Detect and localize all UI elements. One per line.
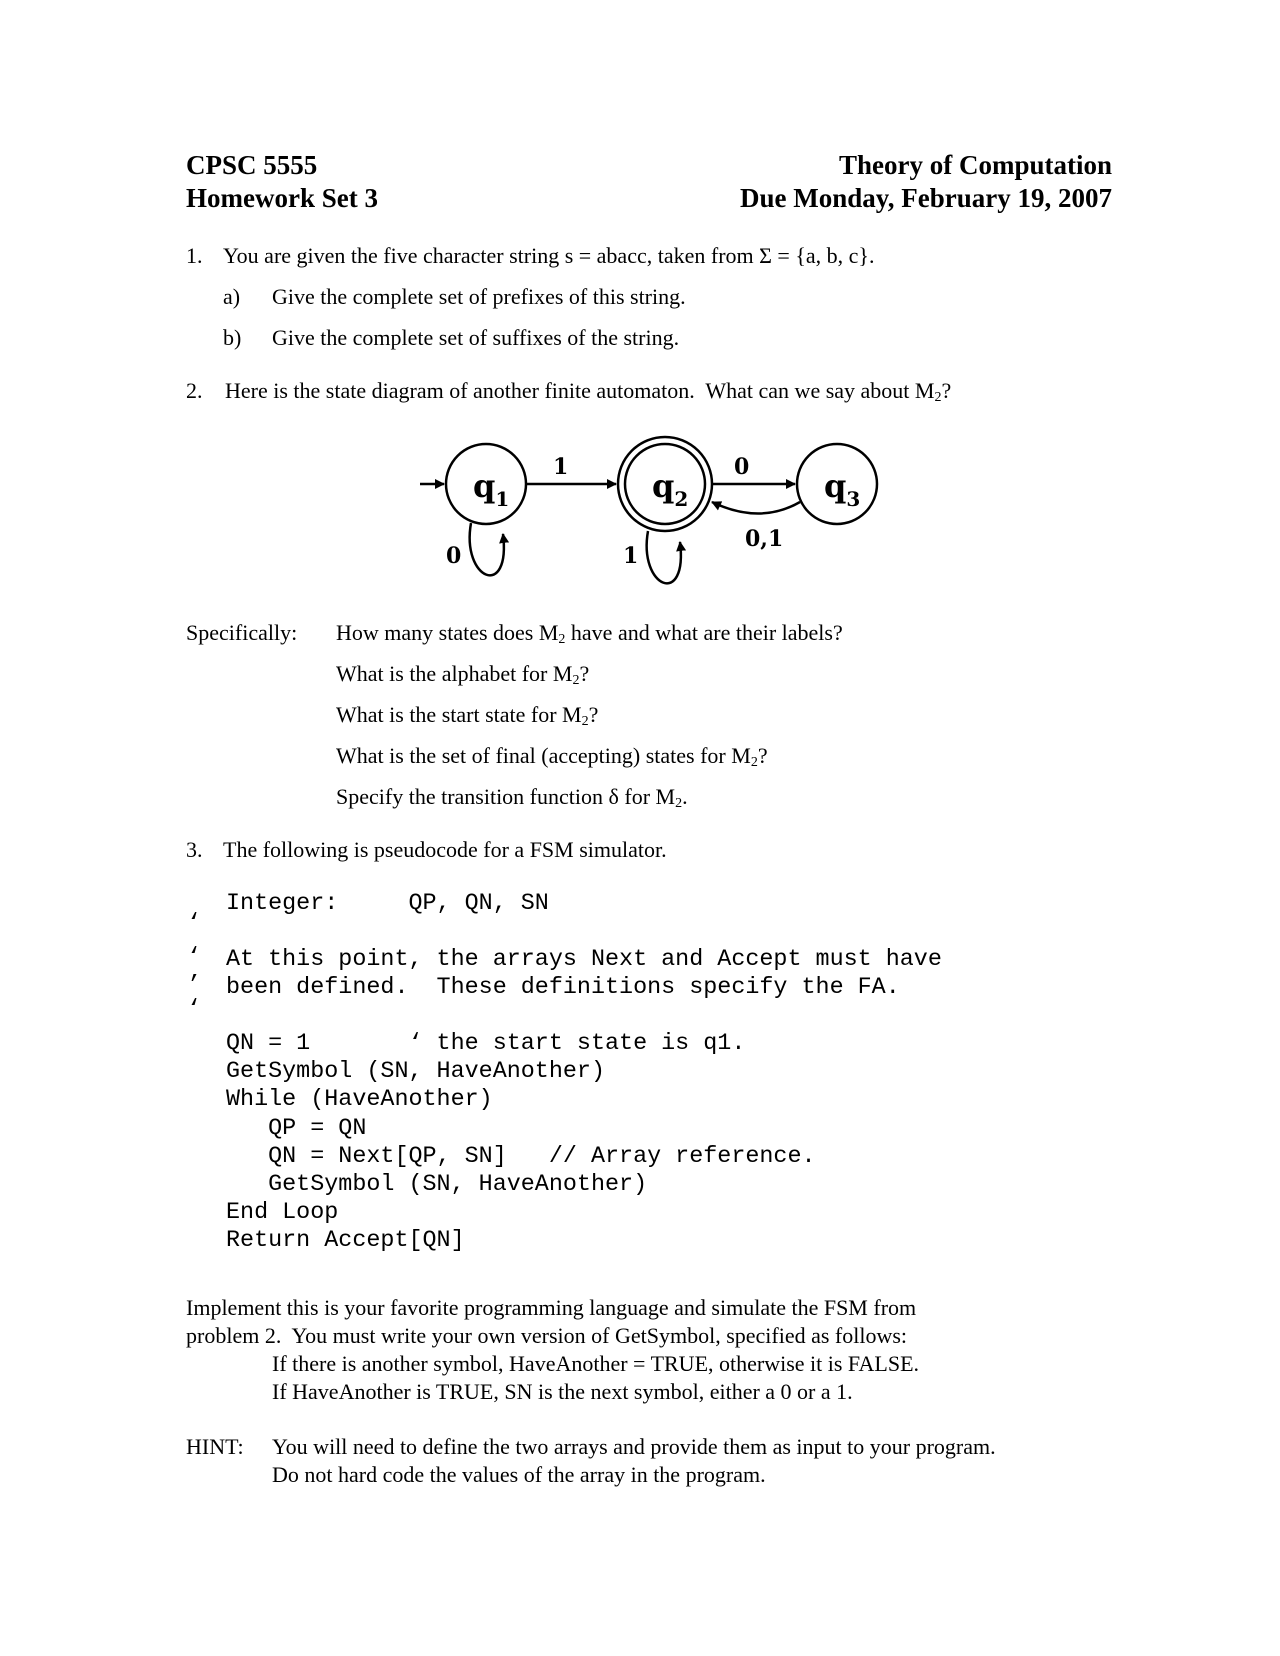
- loop-q2: [647, 531, 681, 583]
- comment-mark-1: ‘: [187, 911, 202, 937]
- q2-question-alphabet: What is the alphabet for $M_2$?: [336, 661, 590, 688]
- comment-mark-3: ’: [187, 973, 202, 999]
- hint-label: HINT:: [186, 1434, 244, 1459]
- q1b-label: b): [223, 325, 242, 350]
- q2-question-start: What is the start state for $M_2$?: [336, 702, 599, 729]
- impl-line-2: problem 2. You must write your own version of GetSymbol, specified as follows:: [186, 1323, 908, 1348]
- label-q3-q2: 0,1: [745, 526, 784, 552]
- q2-question-states: How many states does $M_2$ have and what are their labels?: [336, 620, 843, 647]
- impl-line-4: If HaveAnother is TRUE, SN is the next symbol, either a 0 or a 1.: [272, 1379, 853, 1404]
- q1b-text: Give the complete set of suffixes of the string.: [272, 325, 680, 350]
- q1-number: 1.: [186, 243, 203, 268]
- q1-text: You are given the five character string s = abacc, taken from Σ = {a, b, c}.: [223, 243, 875, 268]
- q2-question-delta: Specify the transition function δ for $M_2$.: [336, 784, 688, 811]
- q3-text: The following is pseudocode for a FSM simulator.: [223, 837, 667, 862]
- course-subject: Theory of Computation: [838, 150, 1112, 180]
- comment-mark-4: ‘: [187, 997, 202, 1023]
- impl-line-1: Implement this is your favorite programming language and simulate the FSM from: [186, 1295, 917, 1320]
- label-loop-q2: 1: [623, 543, 639, 569]
- state-q1-label: $q_1$: [473, 467, 510, 511]
- q1a-label: a): [223, 284, 241, 309]
- due-date: Due Monday, February 19, 2007: [739, 183, 1112, 213]
- loop-q1: [470, 523, 504, 575]
- q2-text: Here is the state diagram of another finite automaton. What can we say about $M_2$?: [225, 378, 952, 405]
- course-number: CPSC 5555: [186, 150, 318, 180]
- state-q3-label: $q_3$: [824, 467, 861, 511]
- code-main: QN = 1 ‘ the start state is q1. GetSymbol (SN, HaveAnother) While (HaveAnother) QP = QN QN = Next[QP, SN] // Array reference. GetSymbol (SN, HaveAnother) End Loop Return Accept[QN]: [226, 1031, 816, 1255]
- label-loop-q1: 0: [446, 543, 462, 569]
- code-declaration: Integer: QP, QN, SN: [226, 891, 549, 917]
- q2-number: 2.: [186, 378, 203, 403]
- q2-question-final: What is the set of final (accepting) states for $M_2$?: [336, 743, 768, 770]
- code-comment: At this point, the arrays Next and Accept must have been defined. These definitions specify the FA.: [226, 947, 942, 1002]
- q1a-text: Give the complete set of prefixes of this string.: [272, 284, 686, 309]
- transition-q3-q2: [712, 502, 800, 514]
- specifically-label: Specifically:: [186, 620, 298, 645]
- hint-line-1: You will need to define the two arrays and provide them as input to your program.: [272, 1434, 996, 1459]
- label-q1-q2: 1: [553, 454, 569, 480]
- state-q2-label: $q_2$: [652, 467, 689, 511]
- q3-number: 3.: [186, 837, 203, 862]
- impl-line-3: If there is another symbol, HaveAnother = TRUE, otherwise it is FALSE.: [272, 1351, 920, 1376]
- state-diagram: [0, 0, 1280, 640]
- comment-mark-2: ‘: [187, 945, 202, 971]
- hint-line-2: Do not hard code the values of the array in the program.: [272, 1462, 766, 1487]
- homework-title: Homework Set 3: [186, 183, 378, 213]
- label-q2-q3: 0: [734, 454, 750, 480]
